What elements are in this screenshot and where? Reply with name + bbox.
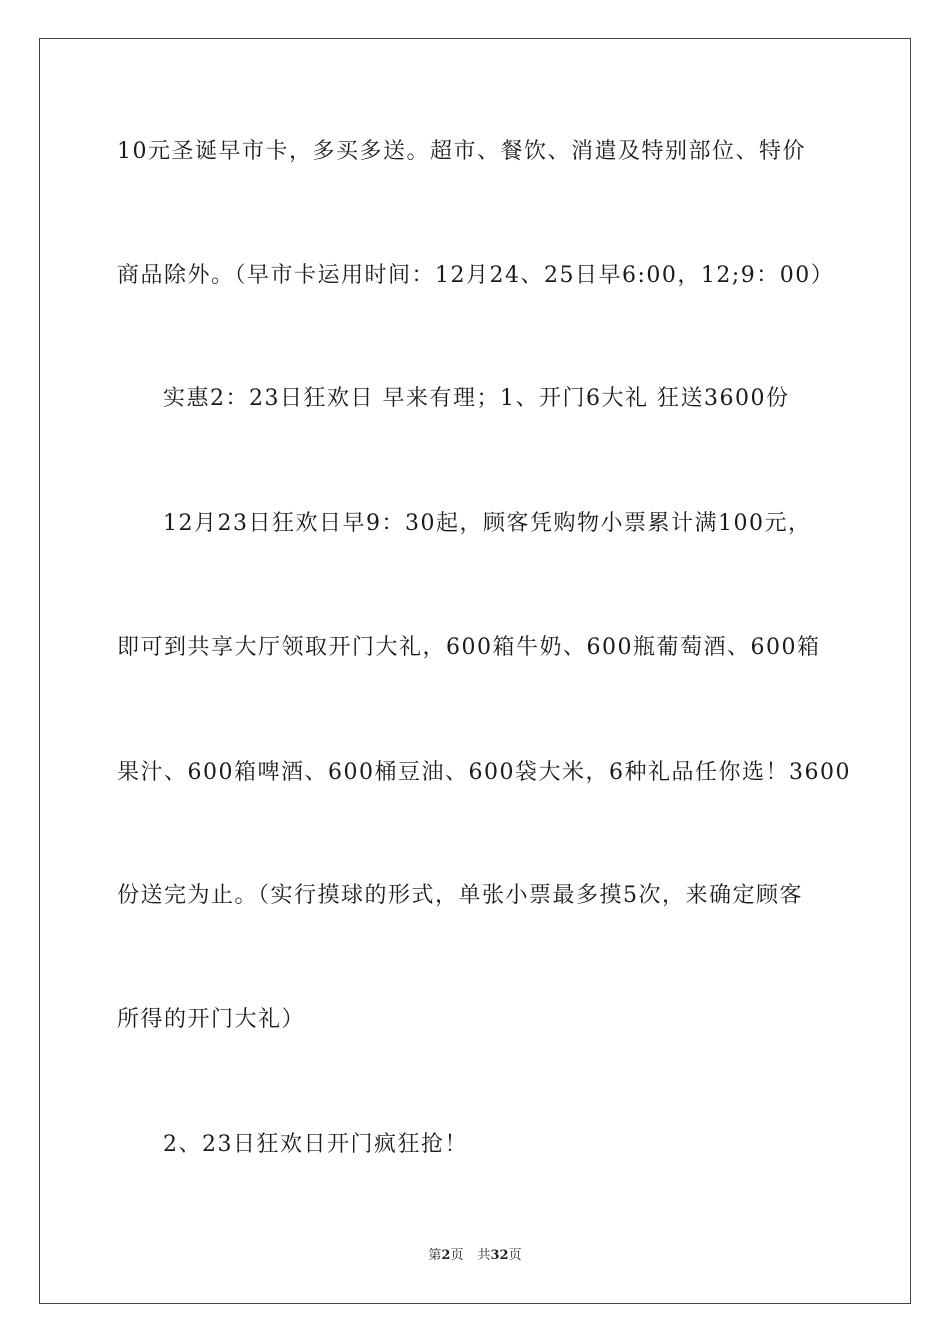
body-line-5: 即可到共享大厅领取开门大礼，600箱牛奶、600瓶葡萄酒、600箱 bbox=[117, 635, 821, 660]
body-line-7: 份送完为止。（实行摸球的形式，单张小票最多摸5次，来确定顾客 bbox=[117, 883, 803, 908]
body-line-9: 2、23日狂欢日开门疯狂抢！ bbox=[163, 1132, 468, 1157]
total-prefix: 共 bbox=[477, 1248, 491, 1263]
total-unit: 页 bbox=[508, 1248, 522, 1263]
page-footer bbox=[0, 1246, 950, 1266]
body-line-1: 10元圣诞早市卡，多买多送。超市、餐饮、消遣及特别部位、特价 bbox=[117, 139, 806, 164]
page-unit: 页 bbox=[450, 1248, 464, 1263]
body-line-6: 果汁、600箱啤酒、600桶豆油、600袋大米，6种礼品任你选！3600 bbox=[117, 760, 851, 785]
body-line-4: 12月23日狂欢日早9：30起，顾客凭购物小票累计满100元， bbox=[163, 511, 812, 536]
body-line-2: 商品除外。（早市卡运用时间：12月24、25日早6:00，12;9：00） bbox=[117, 263, 835, 288]
page-prefix: 第 bbox=[428, 1248, 442, 1263]
page-border bbox=[39, 38, 911, 1304]
current-page-number: 2 bbox=[441, 1248, 451, 1263]
body-line-8: 所得的开门大礼） bbox=[117, 1007, 306, 1032]
total-page-count: 32 bbox=[490, 1248, 509, 1263]
body-line-3: 实惠2：23日狂欢日 早来有理；1、开门6大礼 狂送3600份 bbox=[163, 386, 790, 411]
